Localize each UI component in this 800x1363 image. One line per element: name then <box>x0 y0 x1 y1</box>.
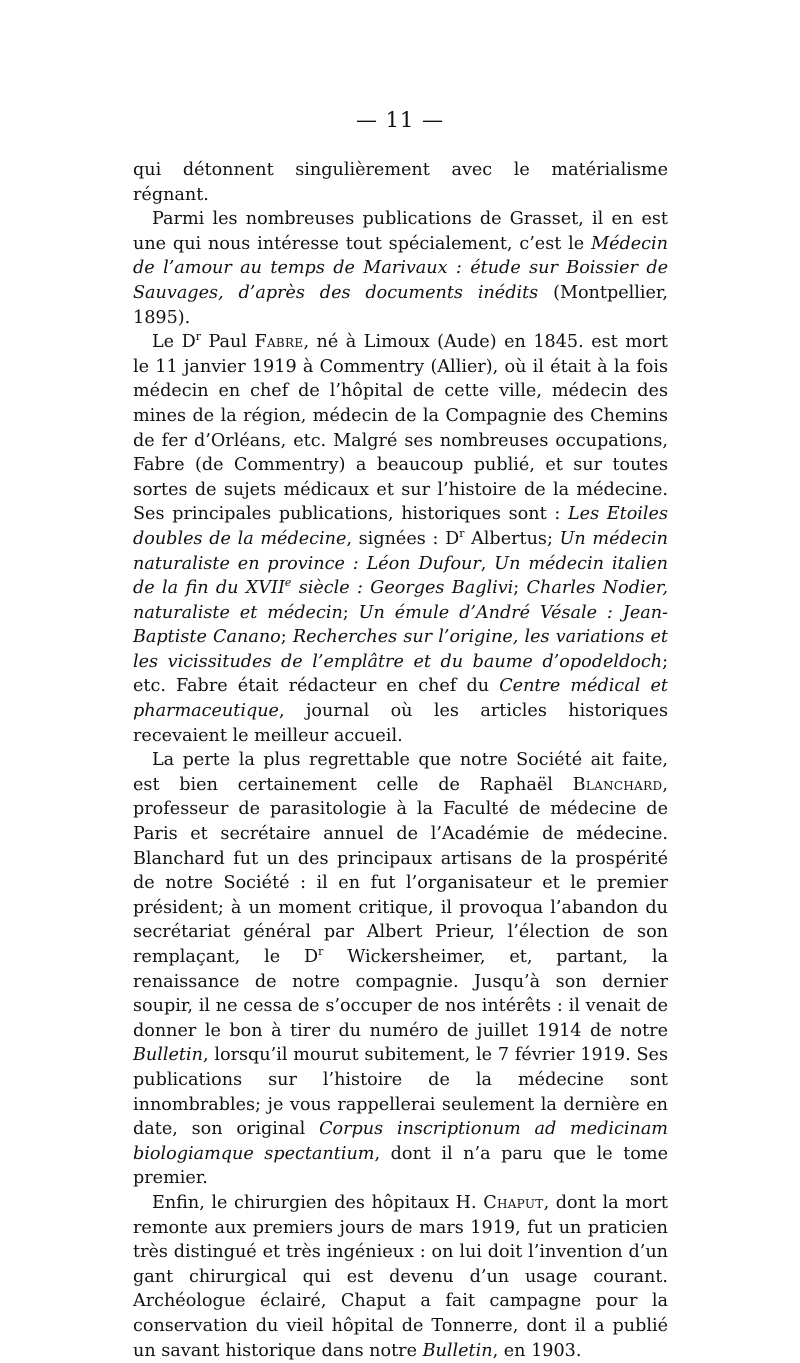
italic-title: Recherches sur l’origine, les variations et les vicissitudes de l’emplâtre et du baume d’opodeldoch <box>133 627 668 672</box>
italic-title: Un émule d’André Vésale : Jean-Baptiste Canano <box>133 602 668 648</box>
text-run: , signées : D <box>346 528 460 549</box>
text-run: ; <box>280 627 293 648</box>
text-run: , dont la mort remonte aux premiers jours de mars 1919, fut un praticien très distingué et très ingénieux : on lui doit l’invention d’un gant chirurgical qui est devenu d’un usage courant. Archéologue éclairé, Chaput a fait campagne pour la conservation du vieil hôpital de Tonnerre, dont il a publié un savant historique dans notre <box>133 1192 669 1361</box>
text-run: La perte la plus regrettable que notre Société ait faite, est bien certainement celle de Raphaël <box>133 750 668 795</box>
text-run: (Montpellier, 1895). <box>133 282 668 328</box>
italic-title: Un médecin italien de la fin du XVII <box>133 553 669 599</box>
text-run: , lorsqu’il mourut subitement, le 7 février 1919. Ses publications sur l’histoire de la médecine sont innombrables; je vous rappellerai seulement la dernière en date, son original <box>133 1045 668 1140</box>
text-run: Parmi les nombreuses publications de Grasset, il en est une qui nous intéresse tout spécialement, c’est le <box>133 209 668 254</box>
text-run: Paul <box>200 332 255 353</box>
body-text <box>133 158 668 1363</box>
text-run: Enfin, le chirurgien des hôpitaux H. <box>152 1192 484 1213</box>
surname-smallcaps: Blanchard <box>572 774 663 795</box>
text-run: ; <box>342 602 359 623</box>
surname-smallcaps: Chaput <box>483 1192 544 1213</box>
text-run: , en 1903. <box>492 1340 582 1361</box>
paragraph <box>133 330 668 748</box>
surname-smallcaps: Fabre <box>254 332 304 353</box>
text-run: ; etc. Fabre était rédacteur en chef du <box>133 651 668 697</box>
italic-title: Bulletin <box>133 1045 203 1066</box>
italic-title: Médecin de l’amour au temps de Marivaux : étude sur Boissier de Sauvages, d’après des documents inédits <box>133 233 668 303</box>
text-run: Le D <box>152 332 196 353</box>
italic-title: Bulletin <box>422 1340 493 1361</box>
page-number: — 11 — <box>355 108 445 132</box>
text-run: , dont il n’a paru que le tome premier. <box>133 1143 668 1189</box>
text-run: , né à Limoux (Aude) en 1845. est mort le 11 janvier 1919 à Commentry (Allier), où il était à la fois médecin en chef de l’hôpital de cette ville, médecin des mines de la région, médecin de la Compagnie des Chemins de fer d’Orléans, etc. Malgré ses nombreuses occupations, Fabre (de Commentry) a beaucoup publié, et sur toutes sortes de sujets médicaux et sur l’histoire de la médecine. Ses principales publications, historiques sont : <box>133 332 668 525</box>
superscript: r <box>318 945 324 959</box>
italic-title: Corpus inscriptionum ad medicinam biologiamque spectantium <box>133 1119 668 1164</box>
italic-title: Charles Nodier, naturaliste et médecin <box>133 578 668 623</box>
paragraph <box>133 1191 668 1363</box>
text-run: , <box>480 553 495 574</box>
superscript: e <box>284 576 292 590</box>
paragraph <box>133 158 668 207</box>
italic-title: siècle : Georges Baglivi <box>291 578 514 599</box>
text-run: qui détonnent singulièrement avec le matérialisme régnant. <box>133 160 668 205</box>
text-run: ; <box>513 578 527 599</box>
superscript: r <box>459 527 465 541</box>
italic-title: Un médecin naturaliste en province : Léon Dufour <box>133 528 668 574</box>
text-run: , professeur de parasitologie à la Faculté de médecine de Paris et secrétaire annuel de l’Académie de médecine. Blanchard fut un des principaux artisans de la prospérité de notre Société : il en fut l’organisateur et le premier président; à un moment critique, il provoqua l’abandon du secrétariat général par Albert Prieur, l’élection de son remplaçant, le D <box>133 774 668 967</box>
text-run: , journal où les articles historiques recevaient le meilleur accueil. <box>133 701 668 746</box>
italic-title: Les Etoiles doubles de la médecine <box>133 504 668 549</box>
italic-title: Centre médical et pharmaceutique <box>133 676 668 722</box>
superscript: r <box>195 330 201 344</box>
text-run: Wickersheimer, et, partant, la renaissance de notre compagnie. Jusqu’à son dernier soupir, il ne cessa de s’occuper de nos intérêts : il venait de donner le bon à tirer du numéro de juillet 1914 de notre <box>133 947 668 1041</box>
paragraph <box>133 748 668 1191</box>
paragraph <box>133 207 668 330</box>
text-run: Albertus; <box>464 528 560 549</box>
